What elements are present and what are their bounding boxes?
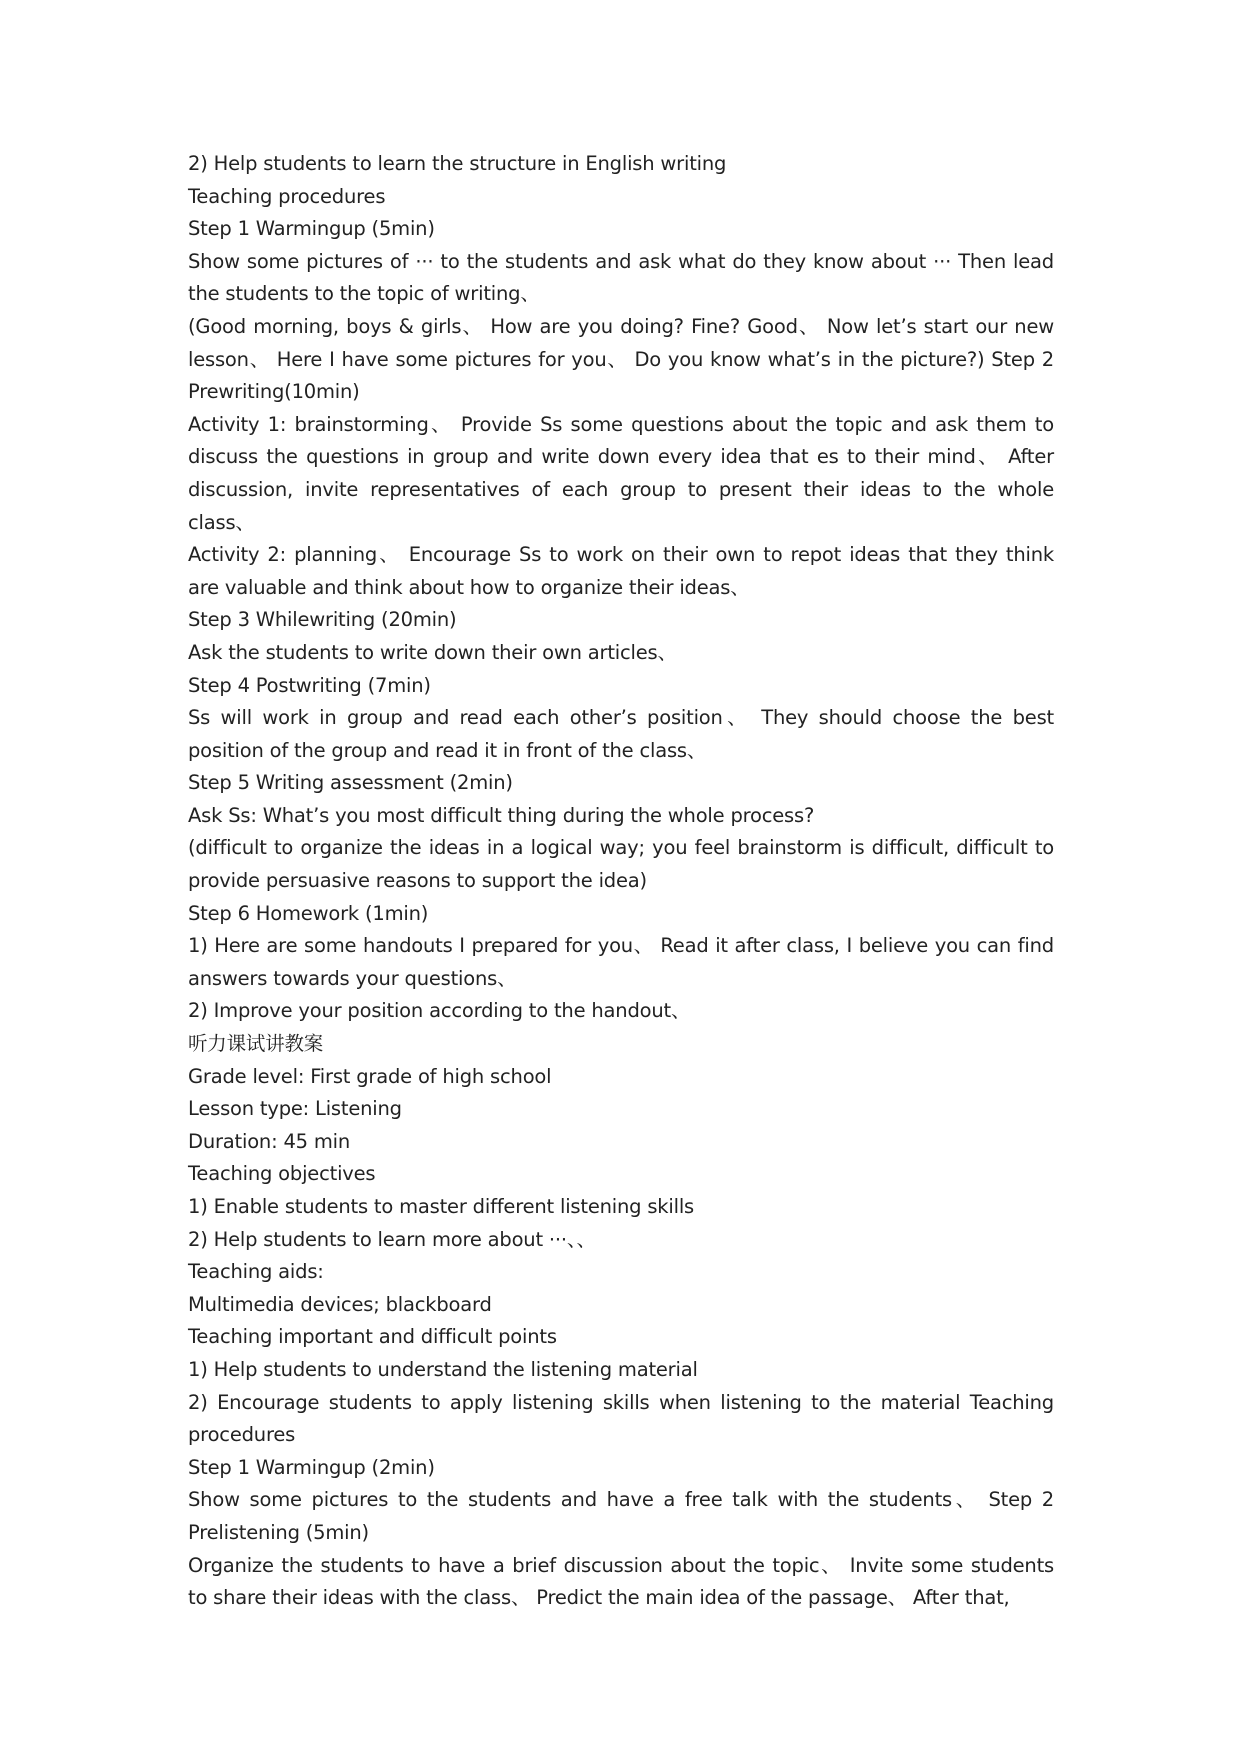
document-page: [188, 148, 1054, 1615]
heading-teaching-procedures: Teaching procedures: [188, 184, 386, 208]
heading-important-points: Teaching important and difficult points: [188, 1325, 557, 1349]
step-heading: Step 5 Writing assessment (2min): [188, 771, 513, 795]
text-line: 2) Help students to learn more about ···、、: [188, 1227, 596, 1251]
paragraph: (difficult to organize the ideas in a logical way; you feel brainstorm is difficult, difficult to provide persuasive reasons to support the idea): [188, 836, 1054, 893]
step-heading: Step 6 Homework (1min): [188, 901, 429, 925]
lesson-type: Lesson type: Listening: [188, 1097, 402, 1121]
text-line: 1) Enable students to master different listening skills: [188, 1195, 694, 1218]
heading-teaching-objectives: Teaching objectives: [188, 1162, 376, 1186]
text-line: Ask Ss: What’s you most difficult thing during the whole process?: [188, 803, 815, 827]
step-heading: Step 1 Warmingup (2min): [188, 1455, 435, 1479]
text-line: Ask the students to write down their own articles、: [188, 640, 677, 664]
heading-teaching-aids: Teaching aids:: [188, 1260, 324, 1284]
section-title: 听力课试讲教案: [188, 1032, 324, 1056]
text-line: 2) Help students to learn the structure in English writing: [188, 152, 727, 175]
paragraph: (Good morning, boys & girls、 How are you doing? Fine? Good、 Now let’s start our new lesson、 Here I have some pictures for you、 Do you know what’s in the picture?) Step 2 Prewriting(10min): [188, 314, 1054, 404]
duration: Duration: 45 min: [188, 1129, 351, 1153]
text-line: 1) Help students to understand the listening material: [188, 1357, 698, 1381]
paragraph: Activity 1: brainstorming、 Provide Ss some questions about the topic and ask them to discuss the questions in group and write down every idea that es to their mind、 After discussion, invite representatives of each group to present their ideas to the whole class、: [188, 412, 1054, 534]
paragraph: Organize the students to have a brief discussion about the topic、 Invite some students to share their ideas with the class、 Predict the main idea of the passage、 After that,: [188, 1553, 1054, 1610]
paragraph: 2) Encourage students to apply listening skills when listening to the material Teaching procedures: [188, 1390, 1054, 1447]
grade-level: Grade level: First grade of high school: [188, 1064, 552, 1088]
text-line: 2) Improve your position according to the handout、: [188, 999, 691, 1023]
paragraph: Ss will work in group and read each other’s position、 They should choose the best position of the group and read it in front of the class、: [188, 706, 1054, 762]
paragraph: Activity 2: planning、 Encourage Ss to work on their own to repot ideas that they think are valuable and think about how to organize their ideas、: [188, 543, 1054, 599]
step-heading: Step 3 Whilewriting (20min): [188, 608, 457, 632]
step-heading: Step 4 Postwriting (7min): [188, 673, 431, 697]
text-line: Multimedia devices; blackboard: [188, 1292, 492, 1316]
paragraph: Show some pictures to the students and have a free talk with the students、 Step 2 Prelistening (5min): [188, 1488, 1054, 1544]
step-heading: Step 1 Warmingup (5min): [188, 217, 435, 241]
paragraph: 1) Here are some handouts I prepared for you、 Read it after class, I believe you can find answers towards your questions、: [188, 934, 1054, 990]
paragraph: Show some pictures of ··· to the students and ask what do they know about ··· Then lead the students to the topic of writing、: [188, 249, 1054, 306]
